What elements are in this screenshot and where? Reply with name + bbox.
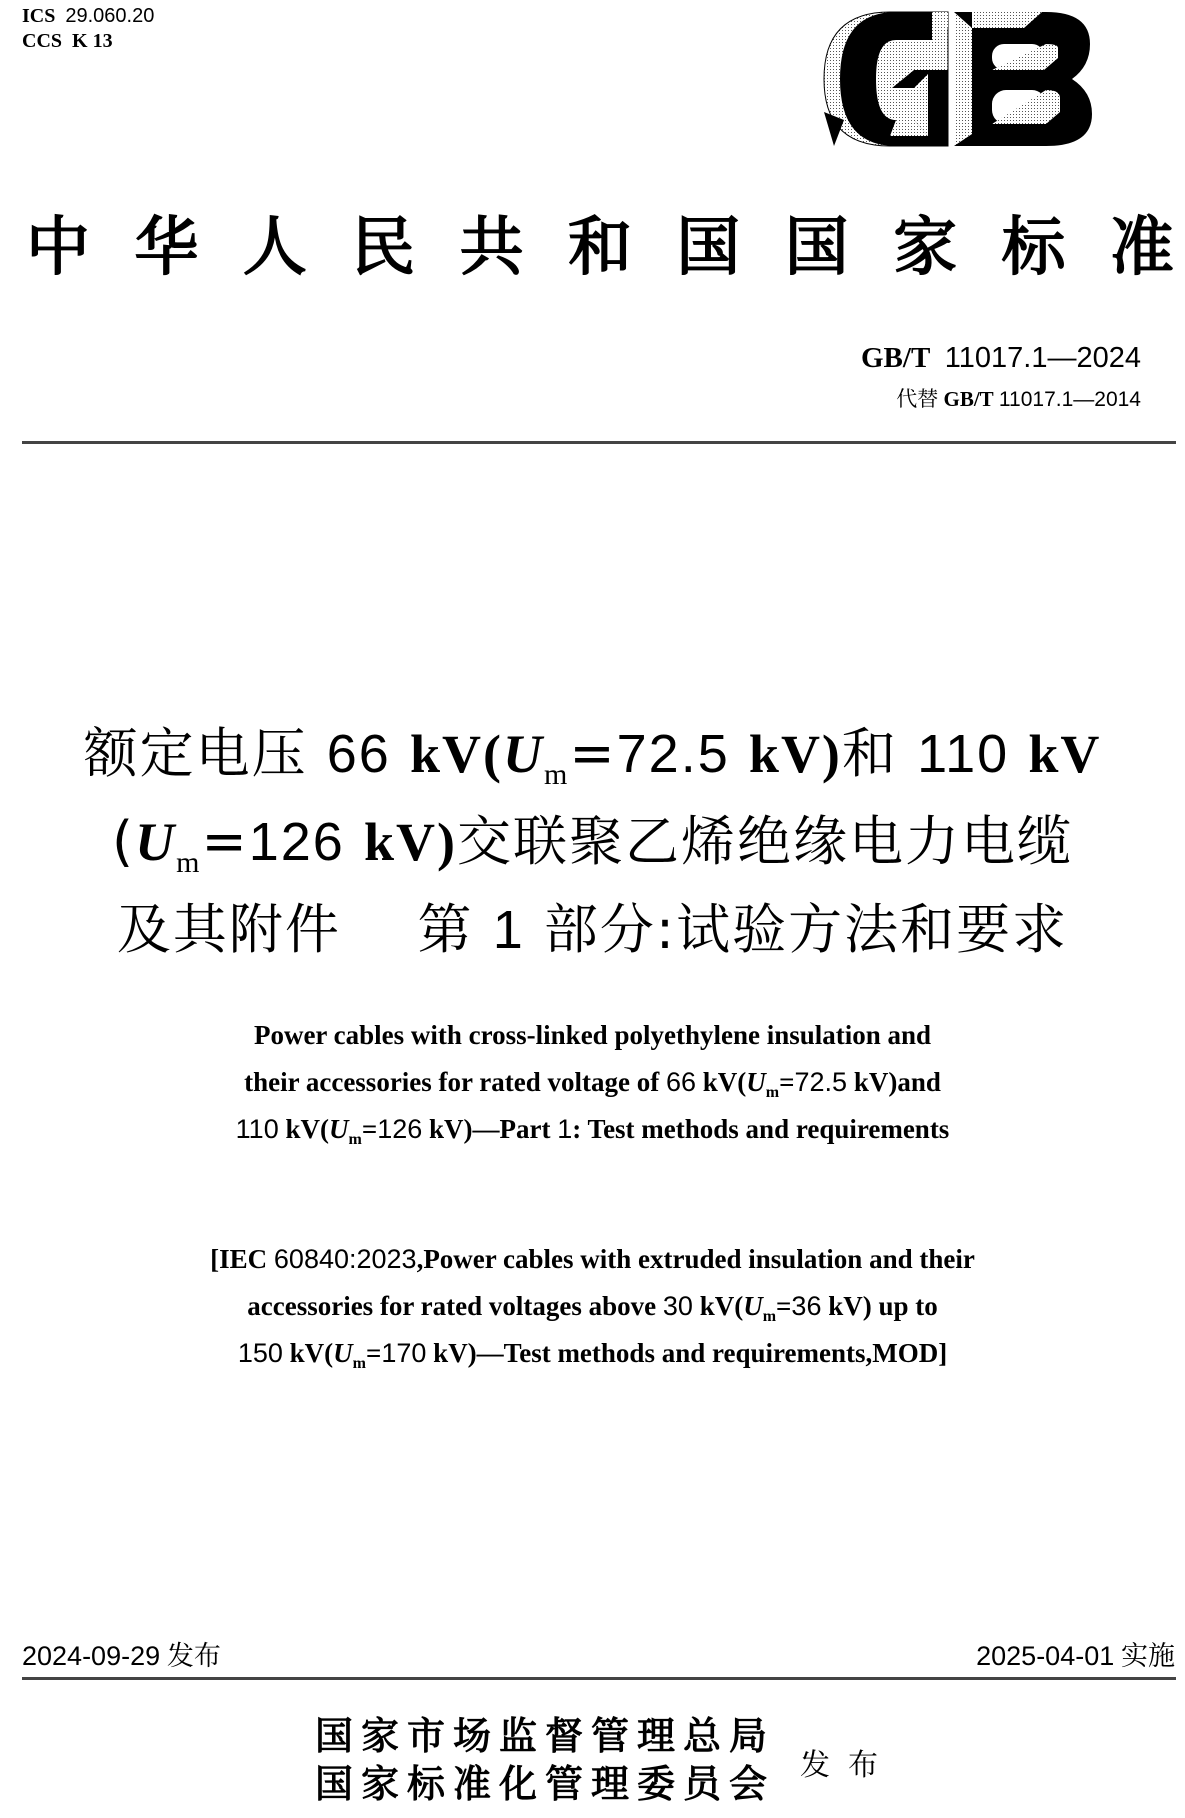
text: = bbox=[365, 1338, 382, 1368]
text: 72.5 bbox=[794, 1067, 848, 1097]
text: m bbox=[352, 1355, 366, 1372]
text: 额定电压 bbox=[83, 722, 308, 785]
text: m bbox=[544, 758, 570, 791]
text: kV( bbox=[410, 724, 504, 784]
text: 150 bbox=[237, 1338, 283, 1368]
title-char: 共 bbox=[459, 210, 524, 285]
ics-code bbox=[22, 4, 154, 29]
iec-reference-line-2 bbox=[0, 1283, 1185, 1330]
text: kV)and bbox=[853, 1067, 941, 1097]
text: = bbox=[201, 810, 249, 873]
english-title-line-2 bbox=[0, 1059, 1185, 1106]
publisher-samr: 国家市场监督管理总局 bbox=[315, 1713, 776, 1758]
text: U bbox=[333, 1338, 353, 1368]
title-char: 标 bbox=[1001, 210, 1066, 285]
text: 110 bbox=[235, 1114, 279, 1144]
text: kV( bbox=[285, 1114, 329, 1144]
implement-date-value: 2025-04-01 bbox=[976, 1641, 1115, 1671]
text: m bbox=[348, 1131, 362, 1148]
text: 170 bbox=[381, 1338, 427, 1368]
text: = bbox=[776, 1291, 792, 1321]
text: m bbox=[765, 1084, 780, 1101]
replaces-label: 代替 bbox=[896, 387, 939, 411]
title-char: 人 bbox=[242, 210, 307, 285]
title-char: 准 bbox=[1109, 210, 1174, 285]
title-char: 国 bbox=[784, 210, 849, 285]
standard-number-block bbox=[861, 340, 1141, 415]
text: 1 bbox=[492, 900, 525, 960]
ics-value: 29.060.20 bbox=[65, 5, 155, 27]
text: 126 bbox=[248, 812, 345, 872]
text: : Test methods and requirements bbox=[572, 1114, 950, 1144]
text: kV)—Part bbox=[429, 1114, 551, 1144]
text: 72.5 bbox=[616, 724, 730, 784]
iec-reference-line-3 bbox=[0, 1330, 1185, 1377]
national-standard-title bbox=[20, 210, 1180, 286]
text: U bbox=[743, 1291, 763, 1321]
issue-date bbox=[22, 1634, 221, 1673]
text: U bbox=[503, 724, 545, 784]
chinese-title bbox=[0, 710, 1185, 974]
text: kV) bbox=[748, 724, 842, 784]
issue-date-value: 2024-09-29 bbox=[22, 1641, 161, 1671]
text: 66 bbox=[665, 1067, 697, 1097]
chinese-title-line-3 bbox=[0, 886, 1185, 974]
text: ( bbox=[112, 810, 136, 873]
publisher-sac: 国家标准化管理委员会 bbox=[315, 1761, 776, 1806]
issue-label: 发布 bbox=[166, 1641, 221, 1672]
text: 交联聚乙烯绝缘电力电缆 bbox=[456, 810, 1073, 873]
title-char: 民 bbox=[351, 210, 416, 285]
text: ,Power cables with extruded insulation and their bbox=[416, 1244, 975, 1274]
text: kV( bbox=[289, 1338, 334, 1368]
implement-label: 实施 bbox=[1121, 1641, 1175, 1672]
text: kV bbox=[1028, 724, 1102, 784]
standard-prefix: GB/T bbox=[860, 342, 931, 374]
classification-codes bbox=[22, 4, 154, 54]
text: m bbox=[176, 846, 202, 879]
english-title-line-1: Power cables with cross-linked polyethylene insulation and bbox=[253, 1020, 932, 1050]
text: kV( bbox=[699, 1291, 744, 1321]
text: 和 bbox=[841, 722, 898, 785]
text: 第 bbox=[417, 898, 474, 961]
text: [IEC bbox=[210, 1244, 268, 1274]
text: 110 bbox=[917, 724, 1010, 784]
title-char: 华 bbox=[134, 210, 199, 285]
text: 66 bbox=[326, 724, 391, 784]
ics-label: ICS bbox=[22, 5, 56, 27]
text: kV( bbox=[702, 1067, 747, 1097]
english-title bbox=[0, 1012, 1185, 1153]
header-divider bbox=[22, 441, 1176, 444]
text: 60840:2023 bbox=[273, 1244, 417, 1274]
text: U bbox=[135, 812, 177, 872]
chinese-title-line-1 bbox=[0, 710, 1185, 798]
implement-date bbox=[976, 1634, 1175, 1673]
ccs-code bbox=[22, 29, 154, 54]
footer-divider bbox=[22, 1677, 1176, 1680]
publishers bbox=[315, 1712, 775, 1808]
replaces-standard bbox=[861, 384, 1141, 415]
gb-logo-icon bbox=[820, 8, 1096, 150]
replaces-code: 11017.1—2014 bbox=[998, 388, 1141, 411]
text: kV) up to bbox=[828, 1291, 938, 1321]
text: their accessories for rated voltage of bbox=[244, 1067, 660, 1097]
text: accessories for rated voltages above bbox=[247, 1291, 657, 1321]
title-char: 和 bbox=[567, 210, 632, 285]
ccs-label: CCS bbox=[22, 30, 63, 52]
text: 126 bbox=[377, 1114, 423, 1144]
text: 1 bbox=[557, 1114, 573, 1144]
replaces-prefix: GB/T bbox=[943, 387, 994, 411]
title-char: 家 bbox=[893, 210, 958, 285]
text: U bbox=[746, 1067, 766, 1097]
text: 30 bbox=[662, 1291, 693, 1321]
text: 部分:试验方法和要求 bbox=[543, 898, 1069, 961]
text: m bbox=[762, 1308, 777, 1325]
text: = bbox=[569, 722, 617, 785]
standard-code: 11017.1—2024 bbox=[944, 342, 1141, 374]
text: = bbox=[779, 1067, 795, 1097]
iec-reference-line-1 bbox=[0, 1236, 1185, 1283]
text: kV)—Test methods and requirements,MOD] bbox=[433, 1338, 948, 1368]
text: = bbox=[361, 1114, 378, 1144]
iec-reference bbox=[0, 1236, 1185, 1377]
english-title-line-3 bbox=[0, 1106, 1185, 1153]
title-char: 国 bbox=[676, 210, 741, 285]
chinese-title-line-2 bbox=[0, 798, 1185, 886]
publish-label: 发布 bbox=[800, 1748, 896, 1783]
title-char: 中 bbox=[26, 210, 90, 285]
text: 及其附件 bbox=[116, 898, 341, 961]
text: 36 bbox=[791, 1291, 822, 1321]
text: U bbox=[328, 1114, 349, 1144]
text: kV) bbox=[363, 812, 457, 872]
ccs-value: K 13 bbox=[72, 30, 113, 52]
standard-number bbox=[861, 340, 1141, 376]
